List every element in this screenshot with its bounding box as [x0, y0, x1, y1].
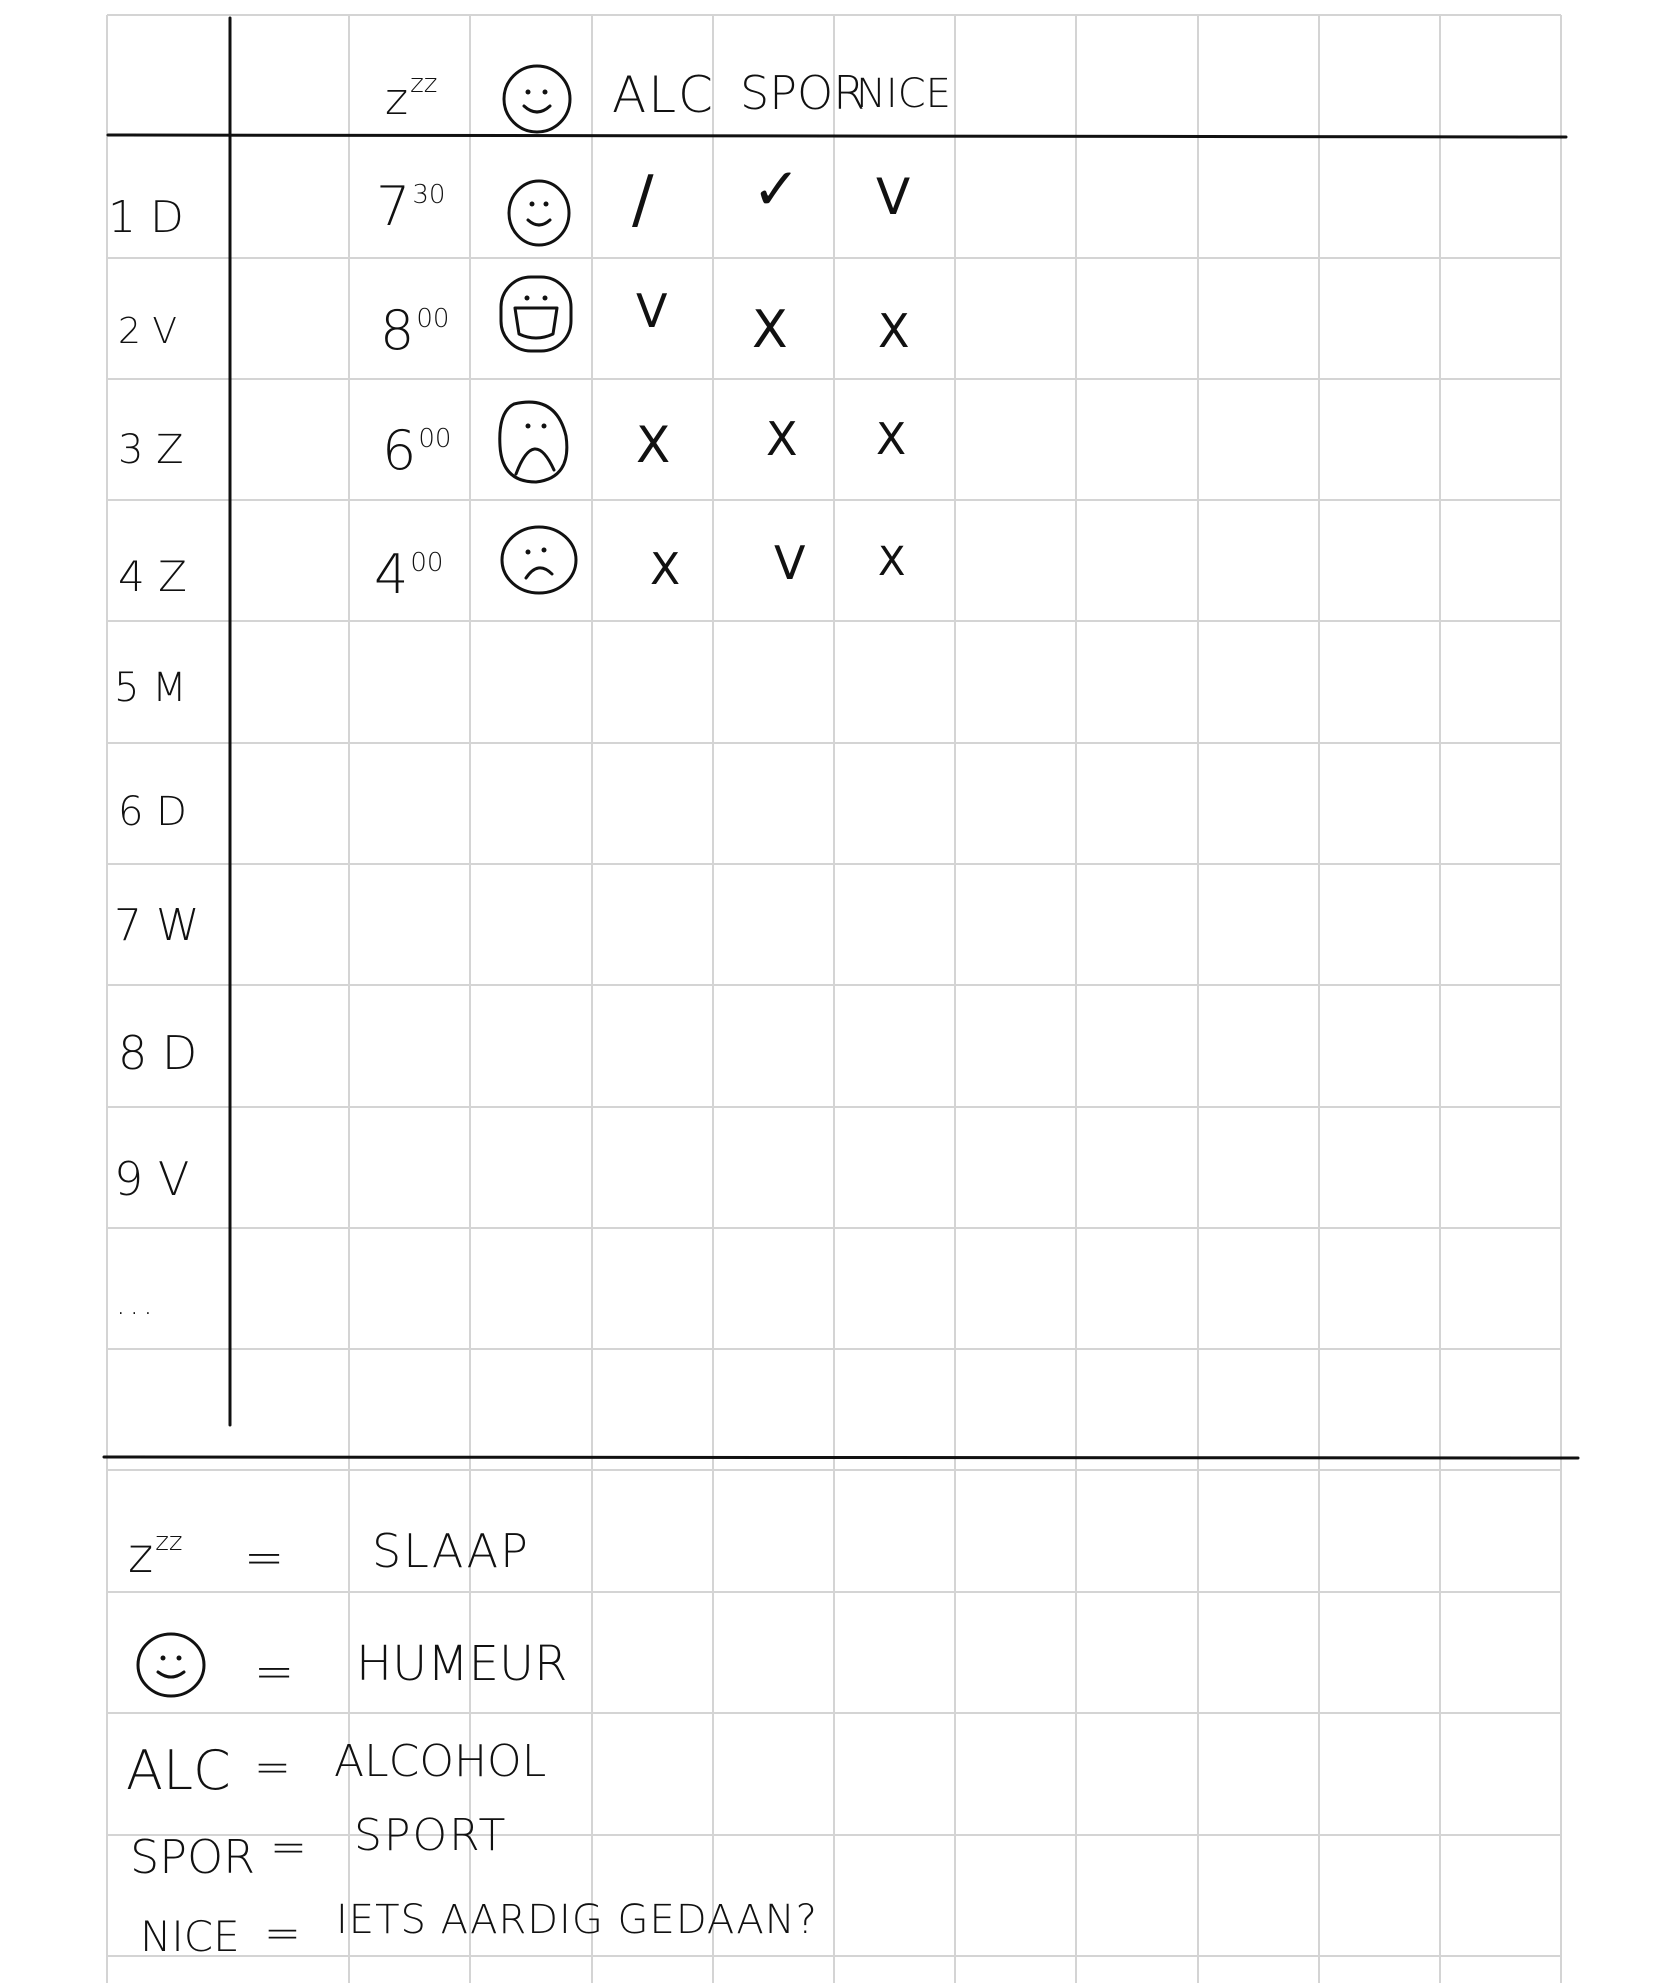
day-label: 5 M: [114, 665, 187, 711]
legend-meaning-nice: IETS AARDIG GEDAAN?: [336, 1897, 818, 1943]
content-face-icon: [504, 176, 574, 250]
day-label: 6 D: [118, 789, 187, 835]
day-label: ...: [116, 1287, 157, 1322]
sleep-hour: 4: [374, 543, 409, 606]
day-label: 8 D: [118, 1026, 198, 1080]
alc-mark: X: [636, 416, 671, 474]
sleep-minutes: 00: [416, 304, 450, 334]
sleep-zz: zz: [410, 69, 438, 99]
legend-meaning-mood: HUMEUR: [356, 1636, 568, 1692]
spor-mark: ✓: [752, 155, 801, 223]
sleep-minutes: 00: [418, 424, 452, 454]
smiley-face-icon: [500, 62, 574, 136]
upset-face-icon: [494, 396, 574, 486]
legend-symbol-sleep: [128, 1527, 183, 1584]
day-label: 2 V: [118, 311, 177, 352]
legend-equals: =: [270, 1822, 307, 1873]
legend-meaning-sleep: SLAAP: [372, 1524, 530, 1578]
sleep-z: z: [385, 74, 409, 125]
sleep-value: [376, 175, 446, 238]
legend-equals: =: [254, 1742, 291, 1793]
spor-mark: V: [774, 536, 806, 590]
sleep-value: [374, 543, 444, 606]
day-label: 3 Z: [118, 427, 184, 473]
sleep-hour: 6: [382, 419, 417, 482]
sad-face-icon: [498, 522, 580, 598]
legend-z: z: [128, 1528, 154, 1584]
day-label: 9 V: [114, 1152, 190, 1206]
header-nice: NICE: [856, 71, 951, 117]
sleep-value: [382, 419, 452, 482]
day-label: 7 W: [114, 900, 200, 951]
day-label: 1 D: [108, 192, 184, 243]
sleep-hour: 7: [376, 175, 411, 238]
laughing-face-icon: [495, 272, 577, 356]
legend-zz: zz: [155, 1527, 183, 1557]
legend-meaning-spor: SPORT: [354, 1810, 508, 1861]
legend-equals: =: [264, 1908, 301, 1959]
header-spor: SPOR: [740, 66, 866, 120]
smiley-face-icon: [134, 1630, 208, 1700]
alc-mark: X: [650, 544, 681, 595]
header-alc: ALC: [612, 66, 715, 124]
sleep-value: [380, 299, 450, 362]
alc-mark: V: [636, 284, 668, 338]
sleep-hour: 8: [380, 299, 415, 362]
spor-mark: X: [766, 412, 798, 466]
day-label: 4 Z: [118, 552, 187, 601]
legend-equals: =: [244, 1530, 285, 1586]
header-sleep: [385, 69, 438, 125]
legend-meaning-alc: ALCOHOL: [334, 1736, 547, 1787]
sleep-minutes: 00: [410, 548, 444, 578]
nice-mark: X: [878, 304, 910, 358]
legend-symbol-spor: SPOR: [130, 1830, 256, 1884]
nice-mark: V: [876, 168, 911, 226]
nice-mark: X: [876, 414, 907, 465]
legend-equals: =: [254, 1644, 295, 1700]
legend-symbol-nice: NICE: [140, 1912, 240, 1961]
alc-mark: /: [632, 163, 654, 237]
sleep-minutes: 30: [412, 180, 446, 210]
spor-mark: X: [752, 300, 788, 360]
legend-symbol-alc: ALC: [126, 1739, 231, 1802]
nice-mark: X: [878, 539, 906, 585]
